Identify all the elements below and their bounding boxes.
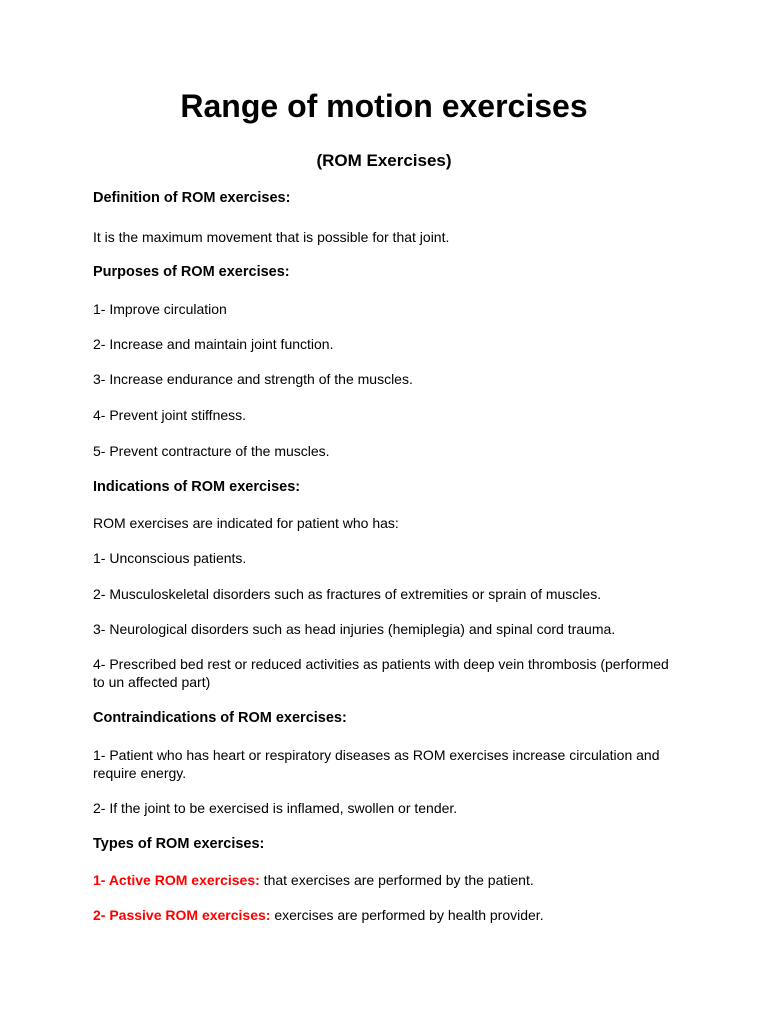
indications-heading: Indications of ROM exercises: [93, 479, 301, 495]
type-item-passive [93, 906, 683, 924]
types-heading: Types of ROM exercises: [93, 836, 265, 852]
purpose-item: 4- Prevent joint stiffness. [93, 407, 247, 423]
type-label-active: 1- Active ROM exercises: [93, 872, 260, 888]
definition-text: It is the maximum movement that is possible for that joint. [93, 229, 450, 245]
purpose-item: 3- Increase endurance and strength of the muscles. [93, 371, 413, 387]
purpose-item: 1- Improve circulation [93, 301, 227, 317]
purpose-item: 5- Prevent contracture of the muscles. [93, 443, 330, 459]
purposes-heading: Purposes of ROM exercises: [93, 264, 290, 280]
indication-item: 1- Unconscious patients. [93, 550, 247, 566]
type-text-passive: exercises are performed by health provider. [270, 907, 544, 923]
definition-heading: Definition of ROM exercises: [93, 190, 291, 206]
type-item-active [93, 871, 683, 889]
indication-item: 4- Prescribed bed rest or reduced activities as patients with deep vein thrombosis (performed to un affected part) [93, 656, 669, 690]
type-label-passive: 2- Passive ROM exercises: [93, 907, 271, 923]
contraindication-item: 1- Patient who has heart or respiratory diseases as ROM exercises increase circulation and require energy. [93, 747, 660, 781]
type-text-active: that exercises are performed by the patient. [259, 872, 534, 888]
indications-intro: ROM exercises are indicated for patient who has: [93, 515, 399, 531]
indication-item: 3- Neurological disorders such as head injuries (hemiplegia) and spinal cord trauma. [93, 621, 616, 637]
page-subtitle: (ROM Exercises) [316, 151, 452, 170]
purpose-item: 2- Increase and maintain joint function. [93, 336, 334, 352]
contraindications-heading: Contraindications of ROM exercises: [93, 710, 347, 726]
indication-item: 2- Musculoskeletal disorders such as fractures of extremities or sprain of muscles. [93, 586, 602, 602]
page-title: Range of motion exercises [180, 88, 588, 124]
contraindication-item: 2- If the joint to be exercised is inflamed, swollen or tender. [93, 800, 458, 816]
